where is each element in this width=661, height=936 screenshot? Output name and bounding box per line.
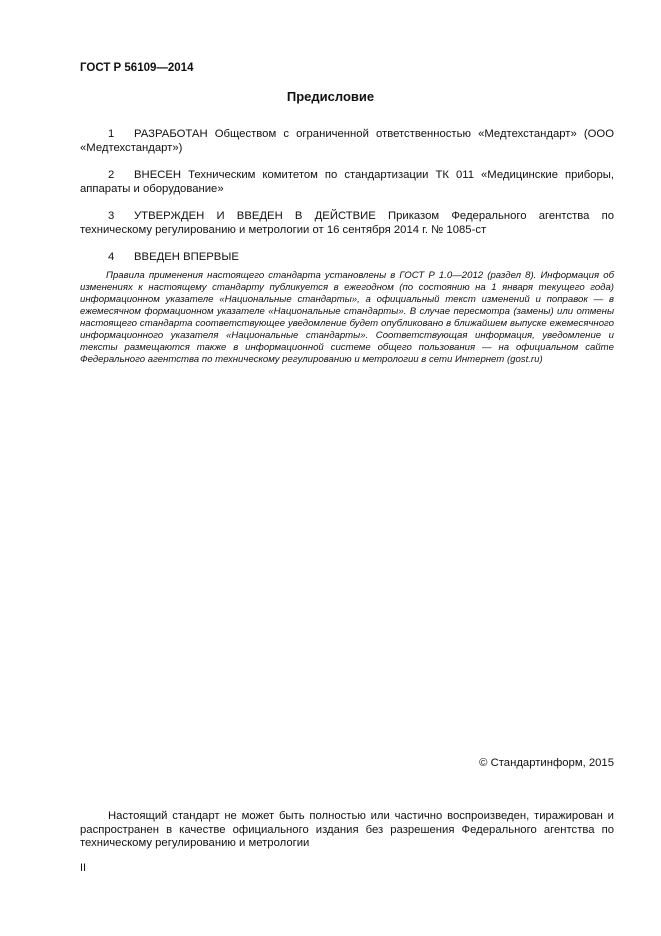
copyright-line: © Стандартинформ, 2015 xyxy=(479,757,614,769)
standard-header: ГОСТ Р 56109—2014 xyxy=(80,62,194,74)
foreword-item xyxy=(80,210,614,237)
item-text: РАЗРАБОТАН Обществом с ограниченной ответственностью «Медтехстандарт» (ООО «Медтехстандарт») xyxy=(80,128,614,154)
page-title: Предисловие xyxy=(286,89,375,104)
item-text: ВНЕСЕН Техническим комитетом по стандартизации ТК 011 «Медицинские приборы, аппараты и оборудование» xyxy=(80,169,614,195)
item-number: 4 xyxy=(108,251,115,263)
rights-notice: Настоящий стандарт не может быть полностью или частично воспроизведен, тиражирован и распространен в качестве официального издания без разрешения Федерального агентства по техническому регулированию и метрологии xyxy=(80,810,614,849)
item-number: 2 xyxy=(108,169,115,181)
foreword-items xyxy=(80,128,614,279)
item-number: 3 xyxy=(108,210,115,222)
foreword-item xyxy=(80,251,614,265)
foreword-item xyxy=(80,169,614,196)
item-number: 1 xyxy=(108,128,115,140)
page-number: II xyxy=(80,862,87,874)
item-text: ВВЕДЕН ВПЕРВЫЕ xyxy=(134,251,239,263)
foreword-item xyxy=(80,128,614,155)
application-rules-note: Правила применения настоящего стандарта установлены в ГОСТ Р 1.0—2012 (раздел 8). Информация об изменениях к настоящему стандарту публикуется в ежегодном (по состоянию на 1 января текущего года) информационном указателе «Национальные стандарты», а официальный текст изменений и поправок — в ежемесячном формационном указателе «Национальные стандарты». В случае пересмотра (замены) или отмены настоящего стандарта соответствующее уведомление будет опубликовано в ближайшем выпуске ежемесячного информационного указателя «Национальные стандарты». Соответствующая информация, уведомление и тексты размещаются также в информационной системе общего пользования — на официальном сайте Федерального агентства по техническому регулированию и метрологии в сети Интернет (gost.ru) xyxy=(80,270,614,365)
item-text: УТВЕРЖДЕН И ВВЕДЕН В ДЕЙСТВИЕ Приказом Федерального агентства по техническому регулированию и метрологии от 16 сентября 2014 г. № 1085-ст xyxy=(80,210,614,236)
